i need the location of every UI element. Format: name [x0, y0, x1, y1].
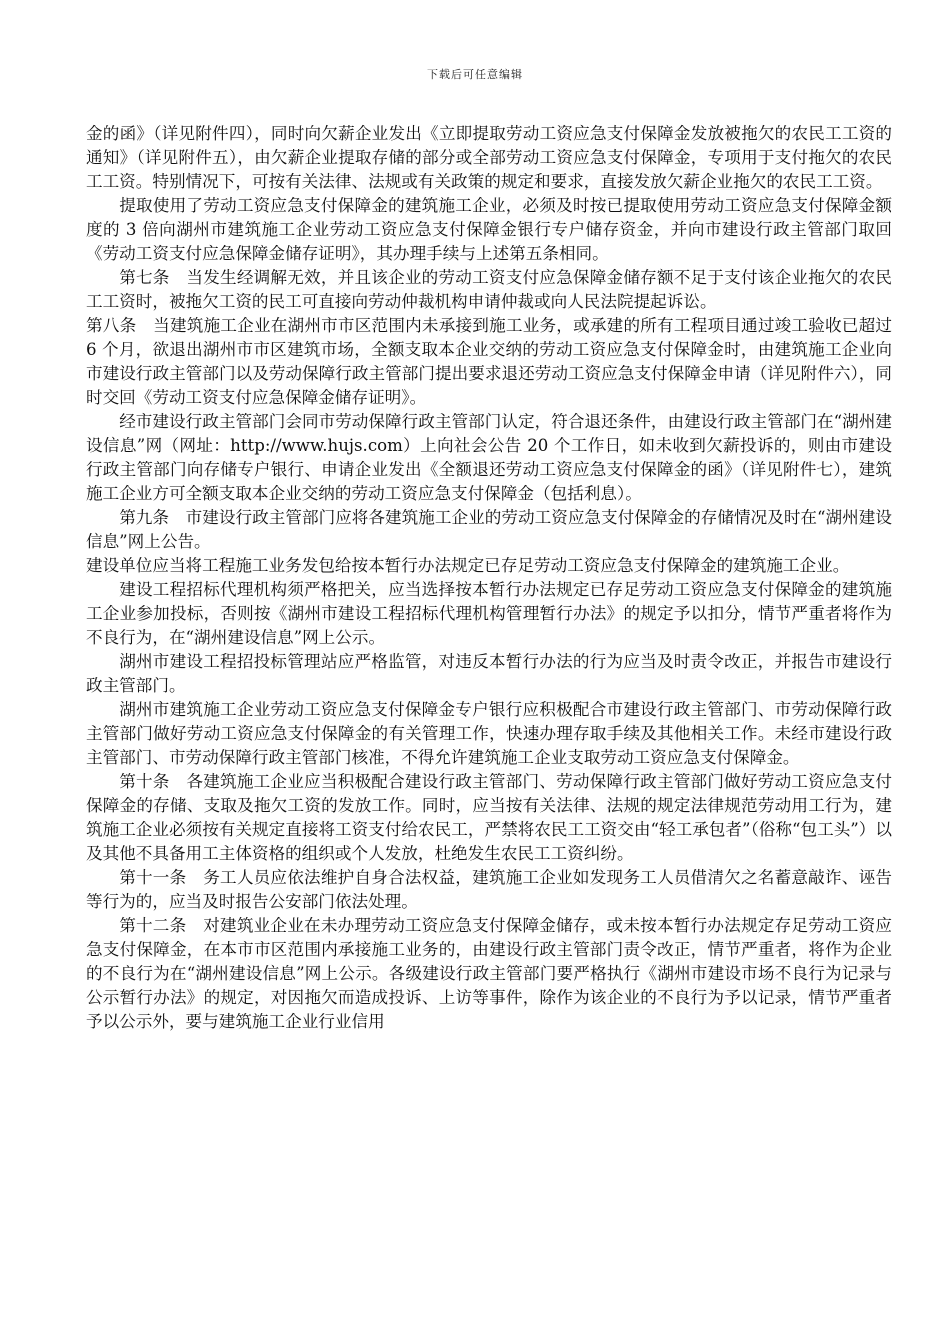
paragraph-article-11: 第十一条 务工人员应依法维护自身合法权益，建筑施工企业如发现务工人员借清欠之名蓄意敲诈、诬告等行为的，应当及时报告公安部门依法处理。: [86, 868, 892, 911]
paragraph-attachment-4-continuation: 金的函》（详见附件四），同时向欠薪企业发出《立即提取劳动工资应急支付保障金发放被拖欠的农民工工资的通知》（详见附件五），由欠薪企业提取存储的部分或全部劳动工资应急支付保障金，专项用于支付拖欠的农民工工资。特别情况下，可按有关法律、法规或有关政策的规定和要求，直接发放欠薪企业拖欠的农民工工资。: [86, 124, 892, 191]
document-body: [86, 122, 892, 1034]
paragraph-article-12: 第十二条 对建筑业企业在未办理劳动工资应急支付保障金储存，或未按本暂行办法规定存足劳动工资应急支付保障金，在本市市区范围内承接施工业务的，由建设行政主管部门责令改正，情节严重者，将作为企业的不良行为在“湖州建设信息”网上公示。各级建设行政主管部门要严格执行《湖州市建设市场不良行为记录与公示暂行办法》的规定，对因拖欠而造成投诉、上访等事件，除作为该企业的不良行为予以记录，情节严重者予以公示外，要与建筑施工企业行业信用: [86, 916, 892, 1031]
paragraph-bidding-station: 湖州市建设工程招投标管理站应严格监管，对违反本暂行办法的行为应当及时责令改正，并报告市建设行政主管部门。: [86, 652, 892, 695]
paragraph-designated-bank: 湖州市建筑施工企业劳动工资应急支付保障金专户银行应积极配合市建设行政主管部门、市劳动保障行政主管部门做好劳动工资应急支付保障金的有关管理工作，快速办理存取手续及其他相关工作。未经市建设行政主管部门、市劳动保障行政主管部门核准，不得允许建筑施工企业支取劳动工资应急支付保障金。: [86, 700, 892, 767]
page-header: 下载后可任意编辑: [427, 68, 523, 81]
paragraph-bidding-agency: 建设工程招标代理机构须严格把关，应当选择按本暂行办法规定已存足劳动工资应急支付保障金的建筑施工企业参加投标，否则按《湖州市建设工程招标代理机构管理暂行办法》的规定予以扣分，情节严重者将作为不良行为，在“湖州建设信息”网上公示。: [86, 580, 892, 647]
paragraph-article-10: 第十条 各建筑施工企业应当积极配合建设行政主管部门、劳动保障行政主管部门做好劳动工资应急支付保障金的存储、支取及拖欠工资的发放工作。同时，应当按有关法律、法规的规定法律规范劳动用工行为，建筑施工企业必须按有关规定直接将工资支付给农民工，严禁将农民工工资交由“轻工承包者”（俗称“包工头”）以及其他不具备用工主体资格的组织或个人发放，杜绝发生农民工工资纠纷。: [86, 772, 892, 863]
paragraph-construction-unit: 建设单位应当将工程施工业务发包给按本暂行办法规定已存足劳动工资应急支付保障金的建筑施工企业。: [86, 556, 850, 575]
paragraph-article-9: 第九条 市建设行政主管部门应将各建筑施工企业的劳动工资应急支付保障金的存储情况及时在“湖州建设信息”网上公告。: [86, 508, 892, 551]
paragraph-refund-announcement: 经市建设行政主管部门会同市劳动保障行政主管部门认定，符合退还条件，由建设行政主管部门在“湖州建设信息”网（网址：http://www.hujs.com）上向社会公告 20 个工作日，如未收到欠薪投诉的，则由市建设行政主管部门向存储专户银行、申请企业发出《全额退还劳动工资应急支付保障金的函》（详见附件七），建筑施工企业方可全额支取本企业交纳的劳动工资应急支付保障金（包括利息）。: [86, 412, 892, 503]
paragraph-withdrawal-replenish: 提取使用了劳动工资应急支付保障金的建筑施工企业，必须及时按已提取使用劳动工资应急支付保障金额度的 3 倍向湖州市建筑施工企业劳动工资应急支付保障金银行专户储存资金，并向市建设行政主管部门取回《劳动工资支付应急保障金储存证明》，其办理手续与上述第五条相同。: [86, 196, 892, 263]
paragraph-article-8: 第八条 当建筑施工企业在湖州市市区范围内未承接到施工业务，或承建的所有工程项目通过竣工验收已超过 6 个月，欲退出湖州市市区建筑市场，全额支取本企业交纳的劳动工资应急支付保障金时，由建筑施工企业向市建设行政主管部门以及劳动保障行政主管部门提出要求退还劳动工资应急支付保障金申请（详见附件六），同时交回《劳动工资支付应急保障金储存证明》。: [86, 316, 892, 407]
paragraph-article-7: 第七条 当发生经调解无效，并且该企业的劳动工资支付应急保障金储存额不足于支付该企业拖欠的农民工工资时，被拖欠工资的民工可直接向劳动仲裁机构申请仲裁或向人民法院提起诉讼。: [86, 268, 892, 311]
